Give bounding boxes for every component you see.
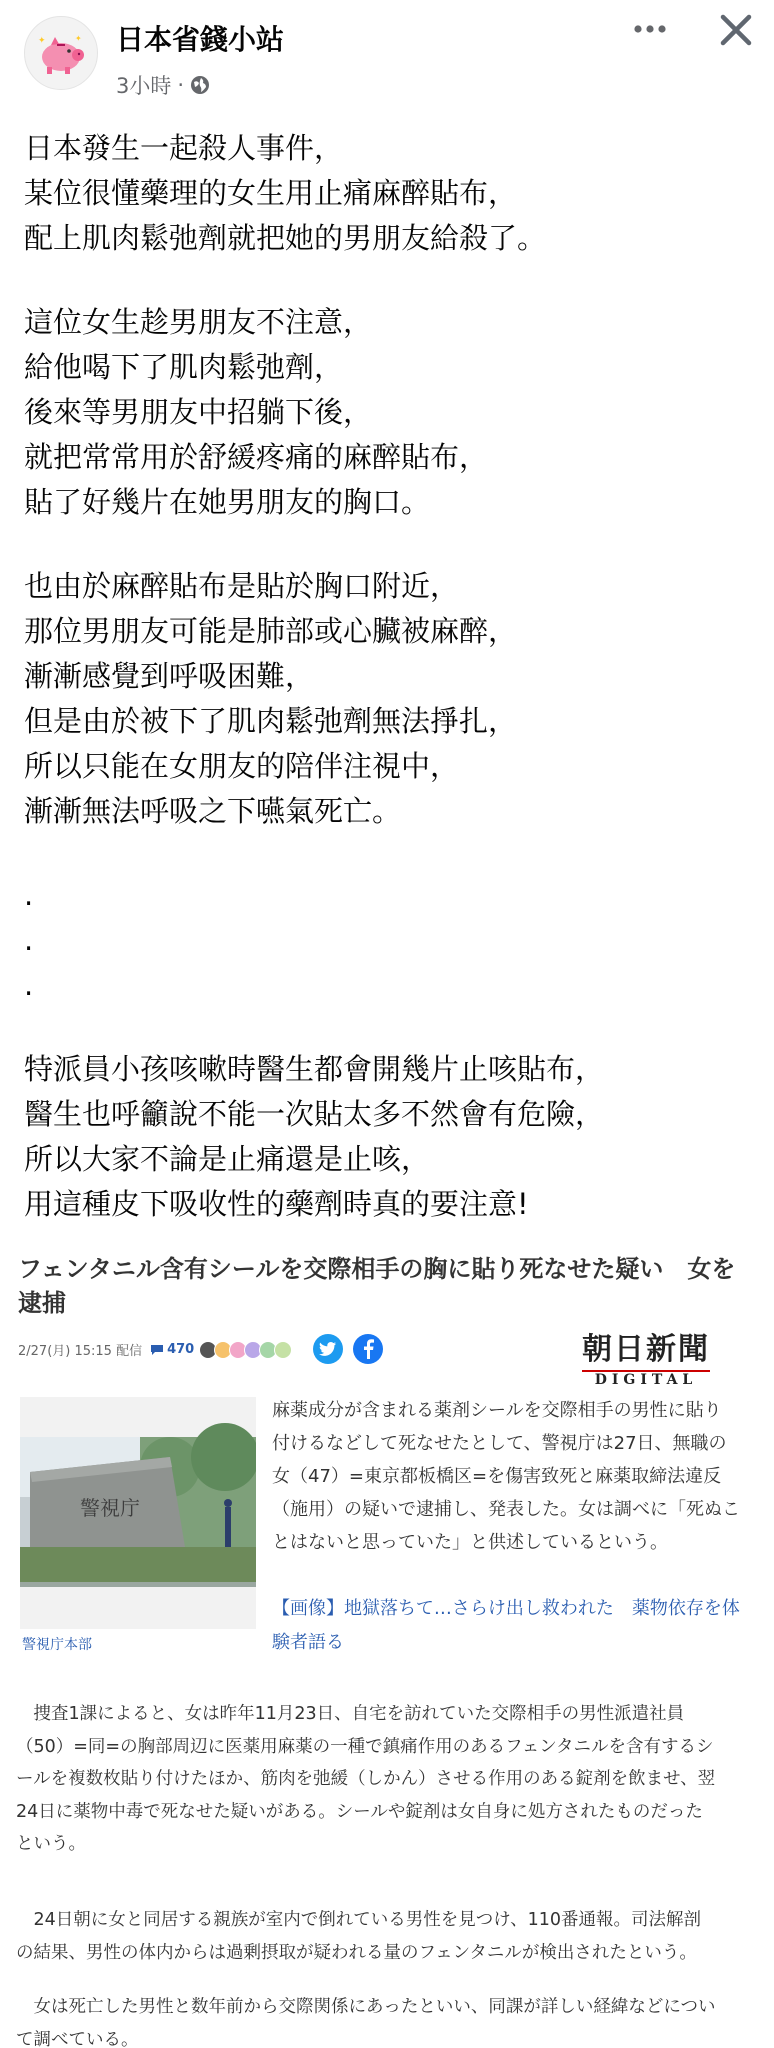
more-options-button[interactable]	[630, 14, 670, 44]
article-paragraph-2	[16, 1904, 761, 1969]
article-date: 2/27(月) 15:15 配信	[18, 1344, 143, 1359]
paragraph-line: 24日朝に女と同居する親族が室内で倒れている男性を見つけ、110番通報。司法解剖	[16, 1910, 701, 1930]
comment-count	[150, 1342, 194, 1357]
post-line: 某位很懂藥理的女生用止痛麻醉貼布，	[24, 176, 518, 210]
close-button[interactable]	[718, 12, 754, 48]
post-line: 漸漸無法呼吸之下嚥氣死亡。	[24, 794, 402, 828]
post-line: 醫生也呼籲說不能一次貼太多不然會有危險，	[24, 1097, 605, 1131]
lead-line: 付けるなどして死なせたとして、警視庁は27日、無職の	[272, 1433, 727, 1454]
meta-separator: ·	[177, 73, 185, 97]
logo-sub: DIGITAL	[582, 1370, 710, 1388]
post-line: 那位男朋友可能是肺部或心臟被麻醉，	[24, 614, 518, 648]
page-name[interactable]: 日本省錢小站	[116, 23, 285, 56]
article-meta	[18, 1340, 292, 1359]
facebook-f-icon	[362, 1339, 374, 1359]
post-line: 所以大家不論是止痛還是止咳，	[24, 1142, 431, 1176]
paragraph-line: （50）=同=の胸部周辺に医薬用麻薬の一種で鎮痛作用のあるフェンタニルを含有するシ	[16, 1736, 714, 1757]
post-time[interactable]: 3小時	[116, 74, 172, 98]
post-meta	[116, 70, 210, 100]
post-line: 就把常常用於舒緩疼痛的麻醉貼布，	[24, 440, 489, 474]
post-line: .	[24, 968, 34, 1002]
post-line: 用這種皮下吸收性的藥劑時真的要注意!	[24, 1187, 529, 1221]
article-title	[18, 1252, 758, 1320]
lead-line: とはないと思っていた」と供述しているという。	[272, 1532, 668, 1553]
share-buttons	[313, 1334, 383, 1364]
article-paragraph-1	[16, 1698, 761, 1861]
post-body	[24, 126, 754, 1227]
photo-caption: 警視庁本部	[22, 1637, 92, 1653]
post-line: 所以只能在女朋友的陪伴注視中，	[24, 749, 460, 783]
comment-count-value: 470	[167, 1342, 195, 1357]
post-line: 特派員小孩咳嗽時醫生都會開幾片止咳貼布，	[24, 1052, 605, 1086]
post-line: 這位女生趁男朋友不注意，	[24, 305, 373, 339]
reaction-icon	[274, 1341, 292, 1359]
article-title-line: フェンタニル含有シールを交際相手の胸に貼り死なせた疑い 女を	[18, 1255, 736, 1283]
post-line: 貼了好幾片在她男朋友的胸口。	[24, 485, 431, 519]
post-line: 給他喝下了肌肉鬆弛劑，	[24, 350, 344, 384]
post-line: 後來等男朋友中招躺下後，	[24, 395, 373, 429]
post-line: .	[24, 878, 34, 912]
article-lead	[272, 1394, 758, 1559]
post-line: 但是由於被下了肌肉鬆弛劑無法掙扎，	[24, 704, 518, 738]
police-hq-photo	[20, 1397, 256, 1629]
logo-main: 朝日新聞	[582, 1332, 710, 1367]
paragraph-line: 24日に薬物中毒で死なせた疑いがある。シールや錠剤は女自身に処方されたものだった	[16, 1801, 703, 1822]
more-dots-icon	[630, 14, 670, 44]
comment-icon	[150, 1344, 164, 1356]
paragraph-line: 捜査1課によると、女は昨年11月23日、自宅を訪れていた交際相手の男性派遣社員	[16, 1704, 685, 1724]
related-link-line[interactable]: 【画像】地獄落ちて…さらけ出し救われた 薬物依存を体	[272, 1598, 740, 1619]
post-line: .	[24, 923, 34, 957]
twitter-share-button[interactable]	[313, 1334, 343, 1364]
article-title-line: 逮捕	[18, 1289, 66, 1317]
post-line: 配上肌肉鬆弛劑就把她的男朋友給殺了。	[24, 221, 547, 255]
post-header	[0, 0, 774, 110]
facebook-share-button[interactable]	[353, 1334, 383, 1364]
twitter-bird-icon	[319, 1341, 337, 1357]
globe-icon	[190, 75, 210, 95]
lead-line: （施用）の疑いで逮捕し、発表した。女は調べに「死ぬこ	[272, 1499, 740, 1520]
paragraph-line: て調べている。	[16, 2029, 139, 2048]
asahi-digital-logo[interactable]	[582, 1324, 710, 1388]
post-line: 也由於麻醉貼布是貼於胸口附近，	[24, 569, 460, 603]
lead-line: 麻薬成分が含まれる薬剤シールを交際相手の男性に貼り	[272, 1400, 722, 1421]
piggy-bank-icon	[37, 31, 87, 77]
post-line: 日本發生一起殺人事件，	[24, 131, 344, 165]
svg-text:✦: ✦	[75, 34, 82, 43]
reaction-faces	[202, 1341, 292, 1359]
paragraph-line: の結果、男性の体内からは過剰摂取が疑われる量のフェンタニルが検出されたという。	[16, 1942, 697, 1963]
paragraph-line: ールを複数枚貼り付けたほか、筋肉を弛緩（しかん）させる作用のある錠剤を飲ませ、翌	[16, 1769, 716, 1789]
close-icon	[718, 12, 754, 48]
page-avatar[interactable]	[24, 16, 98, 90]
svg-text:✦: ✦	[38, 36, 46, 46]
photo-sign-text: 警視庁	[80, 1496, 140, 1520]
article-photo[interactable]	[20, 1397, 256, 1629]
lead-line: 女（47）=東京都板橋区=を傷害致死と麻薬取締法違反	[272, 1466, 722, 1487]
related-link[interactable]	[272, 1592, 762, 1660]
related-link-line[interactable]: 験者語る	[272, 1632, 344, 1653]
article-screenshot[interactable]	[0, 1240, 774, 2048]
paragraph-line: という。	[16, 1834, 86, 1854]
paragraph-line: 女は死亡した男性と数年前から交際関係にあったといい、同課が詳しい経緯などについ	[16, 1997, 716, 2017]
post-line: 漸漸感覺到呼吸困難，	[24, 659, 315, 693]
article-paragraph-3	[16, 1991, 761, 2048]
